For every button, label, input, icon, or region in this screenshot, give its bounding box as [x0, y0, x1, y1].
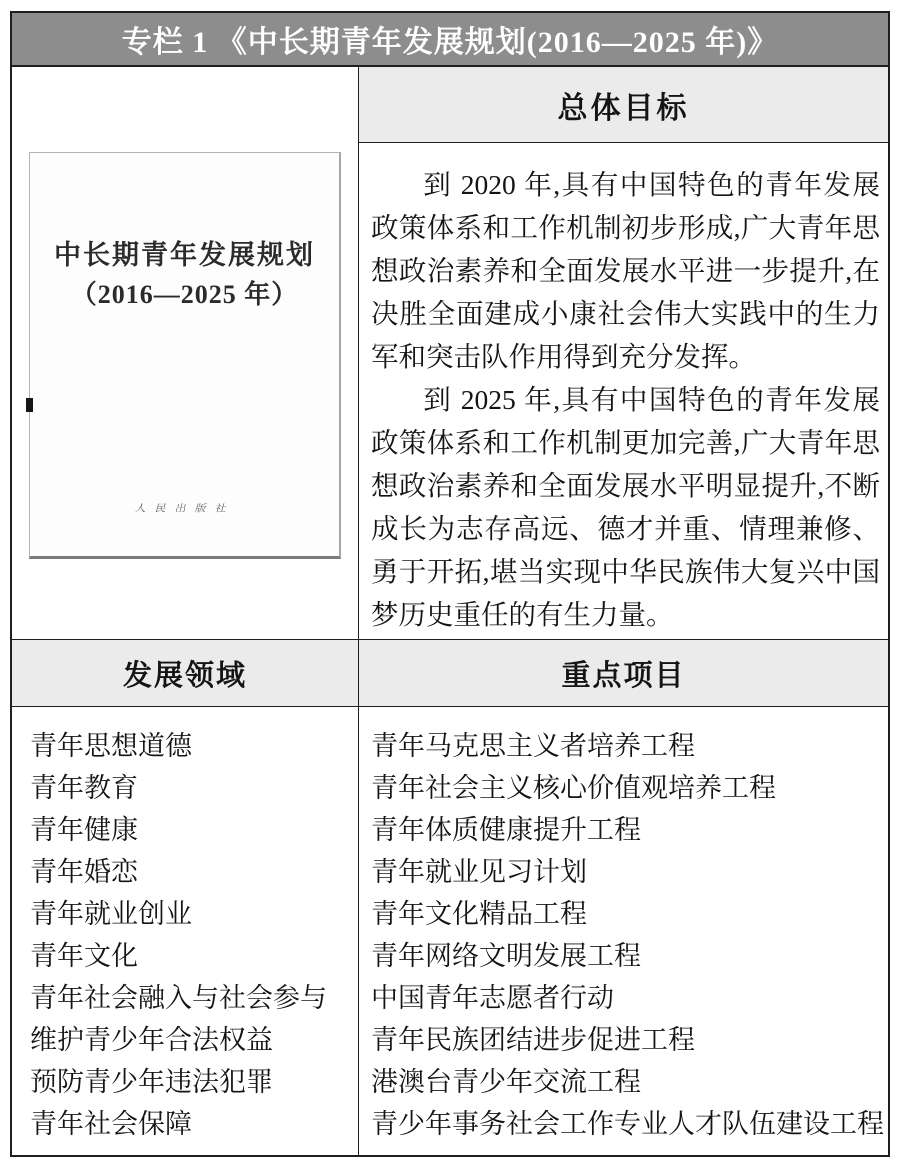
- areas-cell: [12, 707, 359, 1155]
- goals-paragraph: 到 2025 年,具有中国特色的青年发展政策体系和工作机制更加完善,广大青年思想政治素养和全面发展水平明显提升,不断成长为志存高远、德才并重、情理兼修、勇于开拓,堪当实现中华民族伟大复兴中国梦历史重任的有生力量。: [371, 384, 880, 630]
- project-list-item: 青年马克思主义者培养工程: [371, 731, 695, 761]
- project-list-item: 港澳台青少年交流工程: [371, 1067, 641, 1097]
- goals-cell: [359, 67, 888, 639]
- area-list-item: 青年婚恋: [30, 857, 138, 887]
- goals-paragraph: 到 2020 年,具有中国特色的青年发展政策体系和工作机制初步形成,广大青年思想政治素养和全面发展水平进一步提升,在决胜全面建成小康社会伟大实践中的生力军和突击队作用得到充分发挥。: [371, 169, 880, 372]
- project-list-item: 青年民族团结进步促进工程: [371, 1025, 695, 1055]
- area-list-item: 青年文化: [30, 941, 138, 971]
- book-title: [30, 235, 339, 315]
- project-list-item: 青少年事务社会工作专业人才队伍建设工程: [371, 1109, 884, 1139]
- projects-header-cell: [359, 640, 888, 706]
- goals-heading: 总体目标: [557, 91, 690, 125]
- project-list-item: 中国青年志愿者行动: [371, 983, 614, 1013]
- area-list-item: 青年就业创业: [30, 899, 192, 929]
- area-list-item: 维护青少年合法权益: [30, 1025, 273, 1055]
- goals-paragraphs: [359, 143, 888, 639]
- scan-artifact: [26, 398, 33, 412]
- top-section: [12, 67, 888, 639]
- project-list-item: 青年就业见习计划: [371, 857, 587, 887]
- area-list-item: 青年社会保障: [30, 1109, 192, 1139]
- boxed-panel: [10, 11, 890, 1157]
- book-title-line1: 中长期青年发展规划: [54, 240, 315, 270]
- publisher-mark: 人民出版社: [134, 503, 235, 515]
- area-list-item: 青年教育: [30, 773, 138, 803]
- area-list-item: 青年健康: [30, 815, 138, 845]
- book-title-line2: （2016—2025 年）: [70, 280, 299, 309]
- projects-list: [359, 707, 888, 1145]
- project-list-item: 青年网络文明发展工程: [371, 941, 641, 971]
- panel-title: 专栏 1 《中长期青年发展规划(2016—2025 年)》: [121, 26, 779, 59]
- areas-header: 发展领域: [122, 659, 247, 692]
- project-list-item: 青年社会主义核心价值观培养工程: [371, 773, 776, 803]
- project-list-item: 青年文化精品工程: [371, 899, 587, 929]
- projects-header: 重点项目: [561, 659, 686, 692]
- list-section: [12, 707, 888, 1155]
- areas-list: [12, 707, 358, 1145]
- project-list-item: 青年体质健康提升工程: [371, 815, 641, 845]
- area-list-item: 青年社会融入与社会参与: [30, 983, 327, 1013]
- column-header-row: [12, 639, 888, 707]
- goals-heading-band: [359, 67, 888, 143]
- book-cover-image: [29, 152, 341, 559]
- panel-title-bar: [12, 13, 888, 67]
- projects-cell: [359, 707, 888, 1155]
- book-cover-cell: [12, 67, 359, 639]
- areas-header-cell: [12, 640, 359, 706]
- area-list-item: 预防青少年违法犯罪: [30, 1067, 273, 1097]
- area-list-item: 青年思想道德: [30, 731, 192, 761]
